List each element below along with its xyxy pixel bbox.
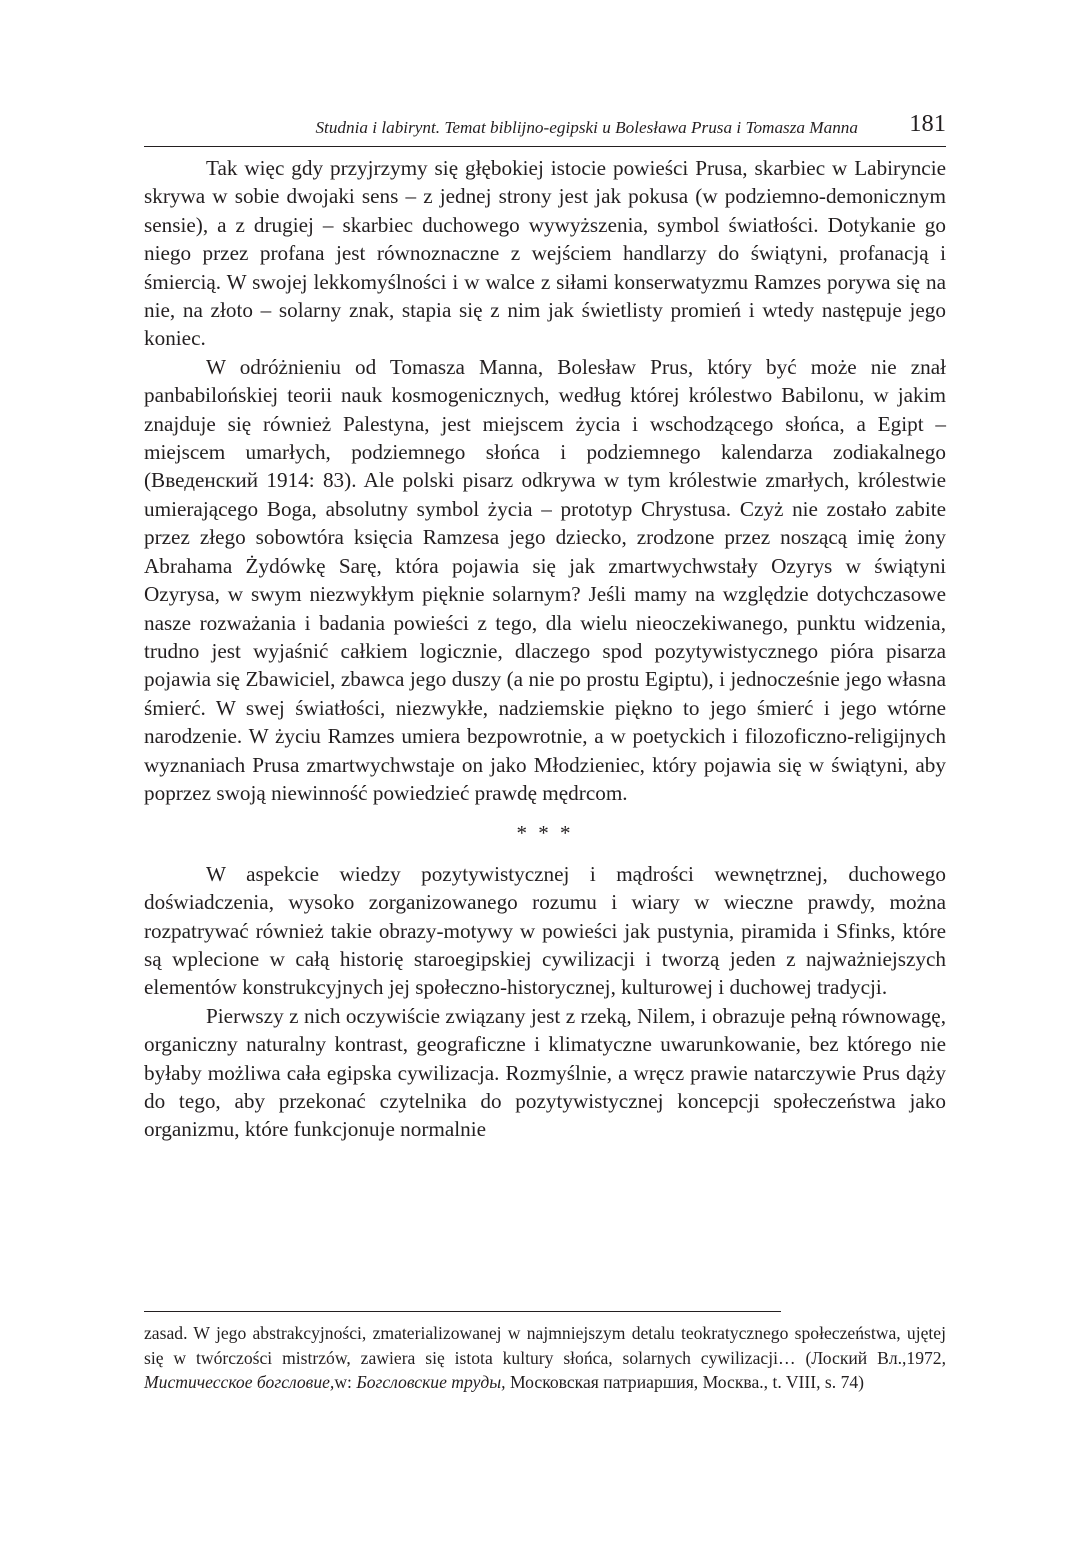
footnote-title: Мистичесское богсловие,: [144, 1372, 335, 1392]
paragraph-2: W odróżnieniu od Tomasza Manna, Bolesław Prus, który być może nie znał panbabilońskiej teorii nauk kosmogenicznych, według której królestwo Babilonu, w jakim znajduje się również Palestyna, jest miejscem życia i wschodzącego słońca, a Egipt – miejscem umarłych, podziemnego słońca i podziemnego kalendarza zodiakalnego (Введенский 1914: 83). Ale polski pisarz odkrywa w tym królestwie zmarłych, królestwie umierającego Boga, absolutny symbol życia – prototyp Chrystusa. Czyż nie zostało zabite przez złego sobowtóra księcia Ramzesa jego dziecko, zrodzone przez noszącą imię żony Abrahama Żydówkę Sarę, która pojawia się jak zmartwychwstały Ozyrys w świątyni Ozyrysa, w swym niezwykłym pięknie solarnym? Jeśli mamy na względzie dotychczasowe nasze rozważania i badania powieści z tego, dla wielu nieoczekiwanego, punktu widzenia, trudno jest wyjaśnić całkiem logicznie, dlaczego spod pozytywistycznego pióra pisarza pojawia się Zbawiciel, zbawca jego duszy (a nie po prostu Egiptu), i jednocześnie jego własna śmierć. W swej światłości, niezwykłe, nadziemskie piękno to jego śmierć i jego wtórne narodzenie. W życiu Ramzes umiera bezpowrotnie, a w poetyckich i filozoficzno-religijnych wyznaniach Prusa zmartwychwstaje on jako Młodzieniec, który pojawia się w świątyni, aby poprzez swoją niewinność powiedzieć prawdę mędrcom.: [144, 354, 946, 805]
footnote: [144, 1321, 946, 1395]
page-number: 181: [909, 110, 946, 137]
running-title: Studnia i labirynt. Temat biblijno-egipski u Bolesława Prusa i Tomasza Manna: [315, 118, 858, 137]
footnote-text-middle: w:: [334, 1372, 357, 1392]
paragraph-3: W aspekcie wiedzy pozytywistycznej i mądrości wewnętrznej, duchowego doświadczenia, wysoko zorganizowanego rozumu i wiary w wieczne prawdy, można rozpatrywać również takie obrazy-motywy w powieści jak pustynia, piramida i Sfinks, które są wplecione w całą historię staroegipskiej cywilizacji i tworzą jeden z najważniejszych elementów konstrukcyjnych jej społeczno-historycznej, kulturowej i duchowej tradycji.: [144, 861, 946, 1000]
body-text: [144, 154, 946, 1144]
footnote-text-after: Московская патриаршия, Москва., t. VIII, s. 74): [505, 1372, 865, 1392]
running-header: [144, 112, 946, 147]
paragraph-4: Pierwszy z nich oczywiście związany jest z rzeką, Nilem, i obrazuje pełną równowagę, organiczny naturalny kontrast, geograficzne i klimatyczne uwarunkowanie, bez którego nie byłaby możliwa cała egipska cywilizacja. Rozmyślnie, a wręcz prawie natarczywie Prus dąży do tego, aby przekonać czytelnika do pozytywistycznej koncepcji społeczeństwa jako organizmu, które funkcjonuje normalnie: [144, 1003, 946, 1142]
footnote-series: Богсловские труды,: [356, 1372, 506, 1392]
footnote-text-before: zasad. W jego abstrakcyjności, zmaterializowanej w najmniejszym detalu teokratycznego społeczeństwa, ujętej się w twórczości mistrzów, zawiera się istota kultury słońca, solarnych cywilizacji… (Лоский Вл.,1972,: [144, 1323, 946, 1368]
section-break: * * *: [516, 821, 574, 846]
footnote-rule: [144, 1311, 781, 1312]
paragraph-1: Tak więc gdy przyjrzymy się głębokiej istocie powieści Prusa, skarbiec w Labiryncie skrywa w sobie dwojaki sens – z jednej strony jest jak pokusa (w podziemno-demonicznym sensie), a z drugiej – skarbiec duchowego wywyższenia, symbol światłości. Dotykanie go niego przez profana jest równoznaczne z wejściem handlarzy do świątyni, profanacją i śmiercią. W swojej lekkomyślności i w walce z siłami konserwatyzmu Ramzes porywa się na nie, na złoto – solarny znak, stapia się z nim jak świetlisty promień i wtedy następuje jego koniec.: [144, 156, 946, 351]
